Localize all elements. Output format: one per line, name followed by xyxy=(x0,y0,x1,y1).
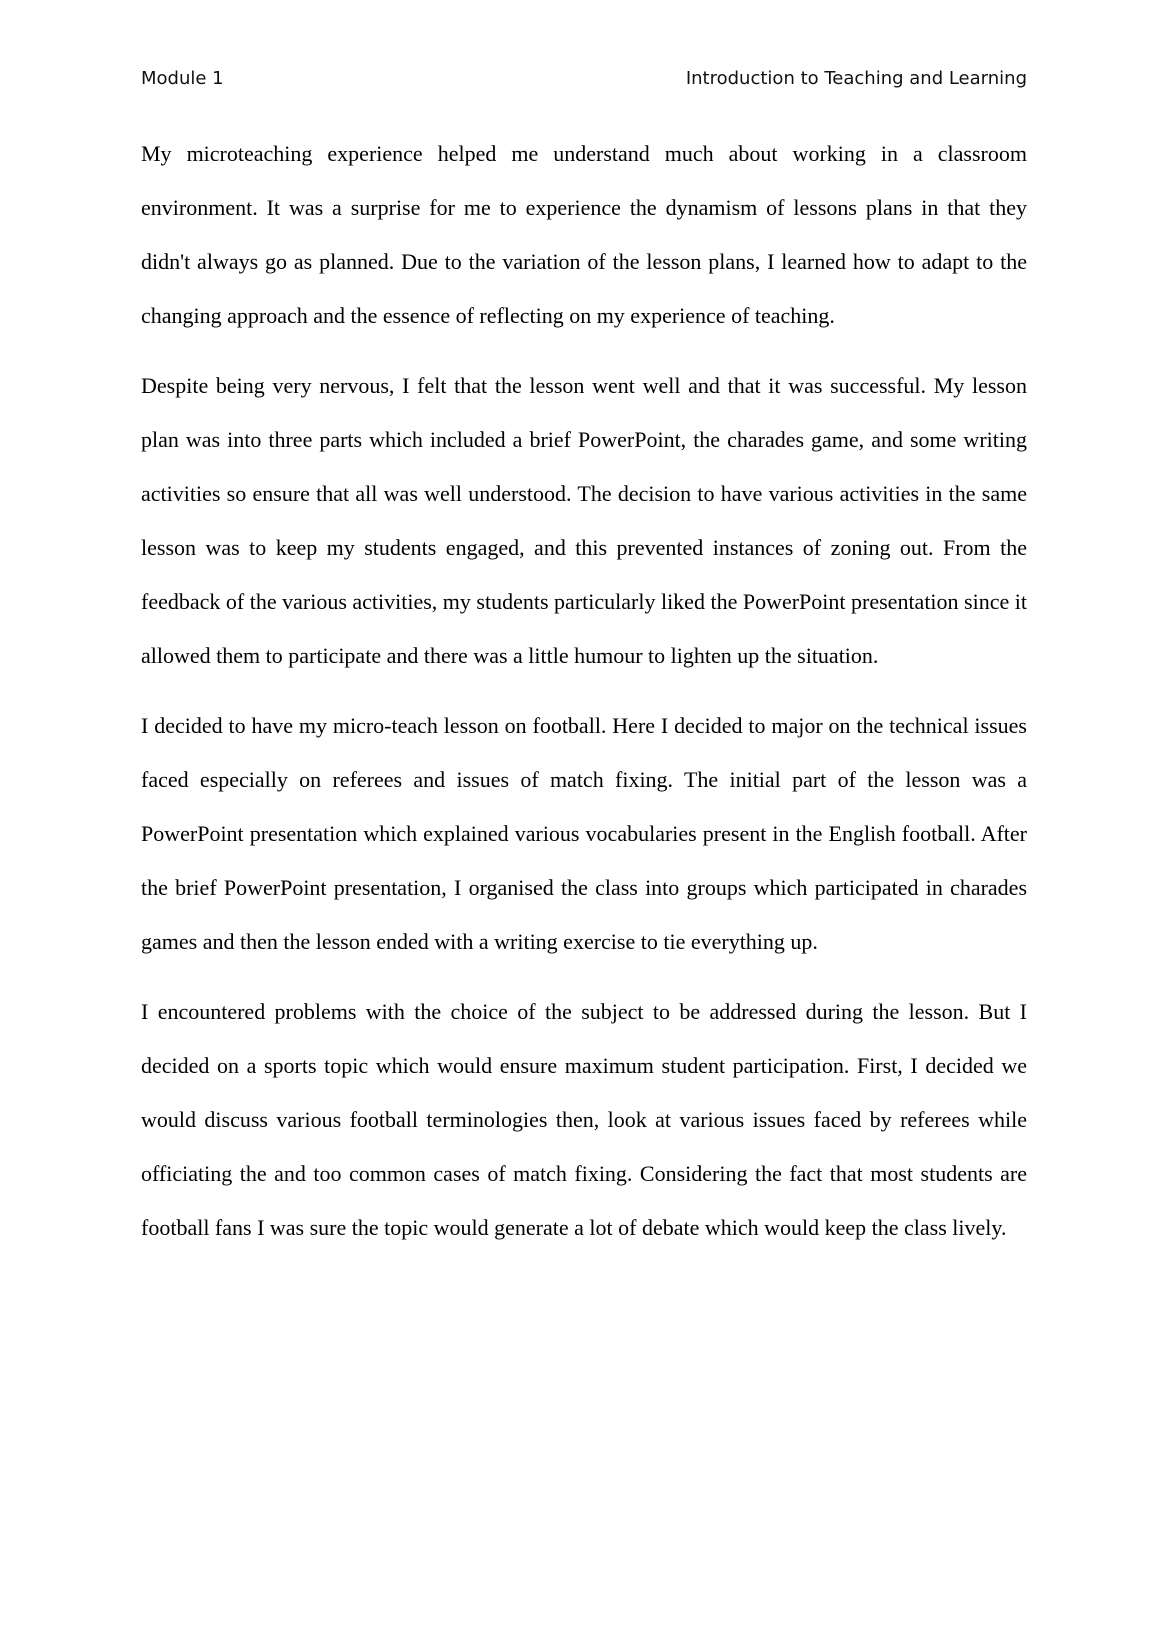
page-header xyxy=(141,68,1027,98)
header-course-title: Introduction to Teaching and Learning xyxy=(685,68,1027,89)
document-body xyxy=(141,127,1027,1271)
header-module-label: Module 1 xyxy=(141,68,224,89)
paragraph-1: My microteaching experience helped me understand much about working in a classroom environment. It was a surprise for me to experience the dynamism of lessons plans in that they didn't always go as planned. Due to the variation of the lesson plans, I learned how to adapt to the changing approach and the essence of reflecting on my experience of teaching. xyxy=(141,141,1027,328)
paragraph-4: I encountered problems with the choice of the subject to be addressed during the lesson. But I decided on a sports topic which would ensure maximum student participation. First, I decided we would discuss various football terminologies then, look at various issues faced by referees while officiating the and too common cases of match fixing. Considering the fact that most students are football fans I was sure the topic would generate a lot of debate which would keep the class lively. xyxy=(141,999,1027,1240)
paragraph-3: I decided to have my micro-teach lesson on football. Here I decided to major on the technical issues faced especially on referees and issues of match fixing. The initial part of the lesson was a PowerPoint presentation which explained various vocabularies present in the English football. After the brief PowerPoint presentation, I organised the class into groups which participated in charades games and then the lesson ended with a writing exercise to tie everything up. xyxy=(141,713,1027,954)
paragraph-2: Despite being very nervous, I felt that the lesson went well and that it was successful. My lesson plan was into three parts which included a brief PowerPoint, the charades game, and some writing activities so ensure that all was well understood. The decision to have various activities in the same lesson was to keep my students engaged, and this prevented instances of zoning out. From the feedback of the various activities, my students particularly liked the PowerPoint presentation since it allowed them to participate and there was a little humour to lighten up the situation. xyxy=(141,373,1027,668)
